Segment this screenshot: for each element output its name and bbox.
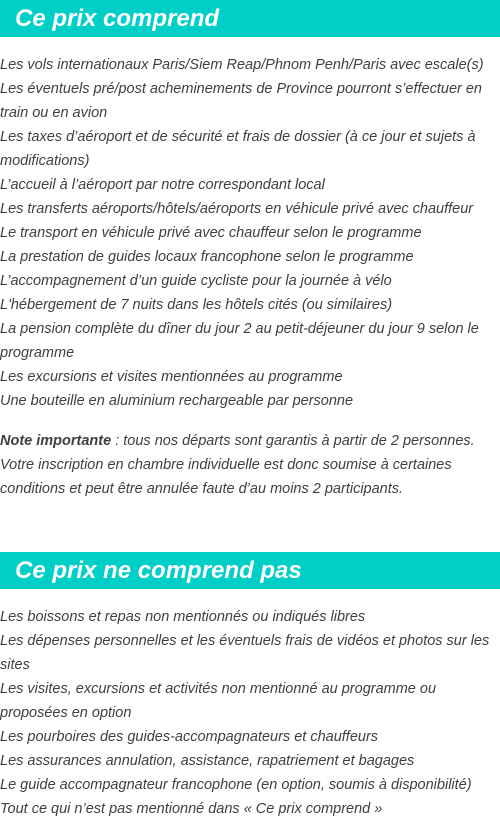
list-item: Les excursions et visites mentionnées au programme <box>0 369 343 385</box>
list-item: Les assurances annulation, assistance, rapatriement et bagages <box>0 753 415 769</box>
list-item: L’accompagnement d’un guide cycliste pour la journée à vélo <box>0 273 392 289</box>
list-item: L'hébergement de 7 nuits dans les hôtels cités (ou similaires) <box>0 297 393 313</box>
list-item: Le transport en véhicule privé avec chauffeur selon le programme <box>0 225 422 241</box>
included-section-title: Ce prix comprend <box>0 0 500 37</box>
list-item: Les transferts aéroports/hôtels/aéroports en véhicule privé avec chauffeur <box>0 201 474 217</box>
list-item: La prestation de guides locaux francophone selon le programme <box>0 249 414 265</box>
list-item: Une bouteille en aluminium rechargeable par personne <box>0 393 354 409</box>
list-item: Tout ce qui n’est pas mentionné dans « Ce prix comprend » <box>0 801 383 817</box>
list-item: Les vols internationaux Paris/Siem Reap/Phnom Penh/Paris avec escale(s) <box>0 57 484 73</box>
list-item: Les éventuels pré/post acheminements de Province pourront s’effectuer en train ou en avion <box>0 81 482 121</box>
excluded-section-title: Ce prix ne comprend pas <box>0 552 500 589</box>
important-note <box>0 429 500 501</box>
list-item: Les pourboires des guides-accompagnateurs et chauffeurs <box>0 729 379 745</box>
list-item: L’accueil à l’aéroport par notre correspondant local <box>0 177 325 193</box>
important-note-text: : tous nos départs sont garantis à partir de 2 personnes. Votre inscription en chambre individuelle est donc soumise à certaines conditions et peut être annulée faute d’au moins 2 participants. <box>0 433 475 497</box>
list-item: Les taxes d’aéroport et de sécurité et frais de dossier (à ce jour et sujets à modifications) <box>0 129 476 169</box>
excluded-list <box>0 605 500 821</box>
list-item: Les boissons et repas non mentionnés ou indiqués libres <box>0 609 366 625</box>
list-item: La pension complète du dîner du jour 2 au petit-déjeuner du jour 9 selon le programme <box>0 321 479 361</box>
list-item: Les visites, excursions et activités non mentionné au programme ou proposées en option <box>0 681 437 721</box>
list-item: Le guide accompagnateur francophone (en option, soumis à disponibilité) <box>0 777 472 793</box>
important-note-label: Note importante <box>0 433 112 449</box>
included-list <box>0 53 500 413</box>
list-item: Les dépenses personnelles et les éventuels frais de vidéos et photos sur les sites <box>0 633 490 673</box>
